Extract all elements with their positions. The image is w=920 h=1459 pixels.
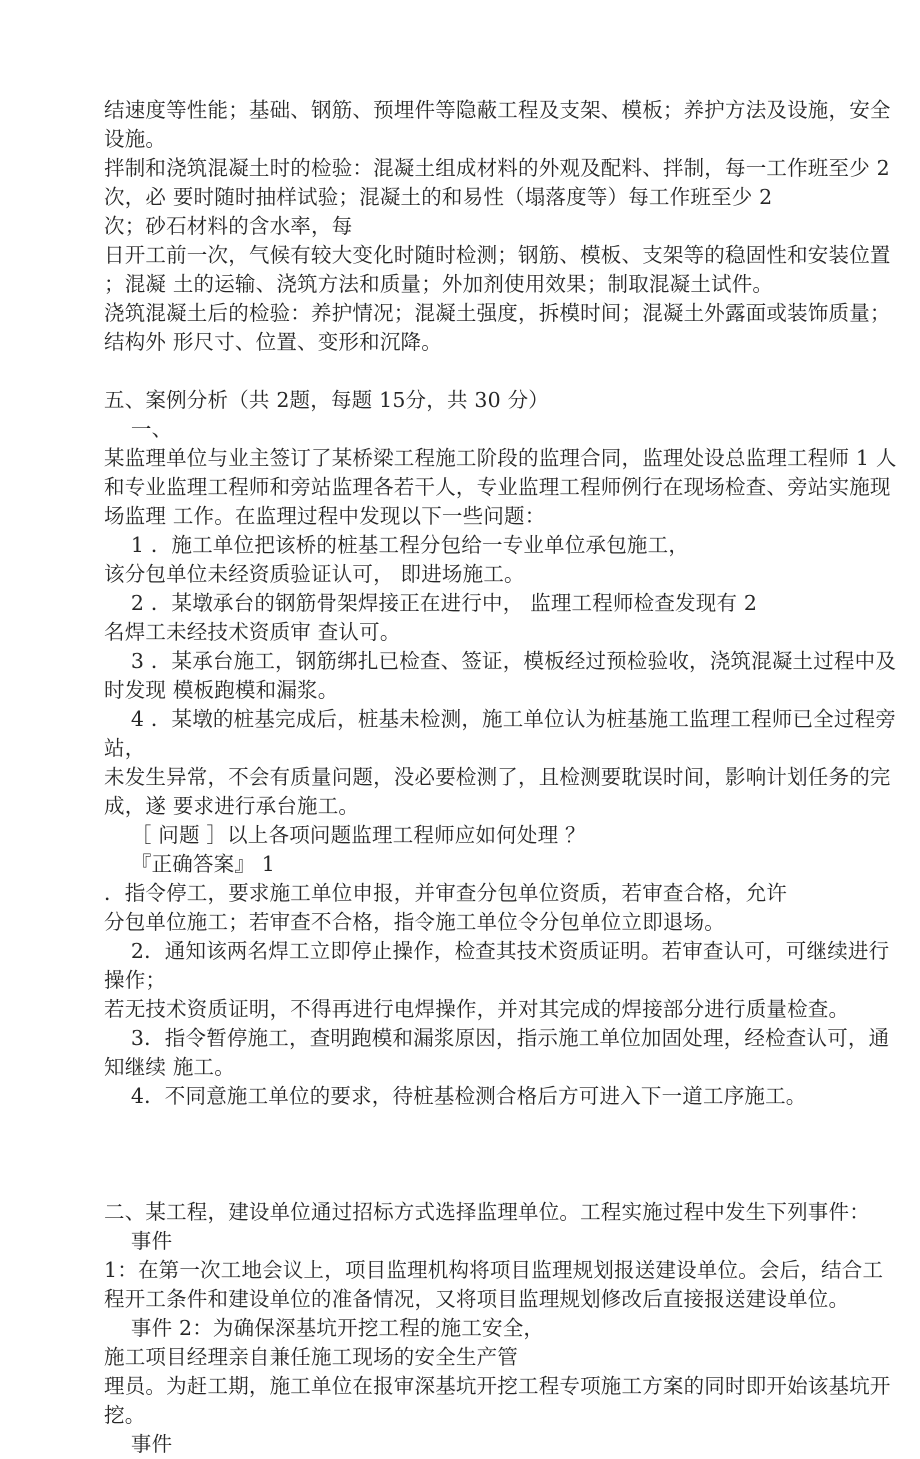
text-line: 该分包单位未经资质验证认可， 即进场施工。 <box>104 562 525 586</box>
text-line: 次；砂石材料的含水率，每 <box>104 214 353 238</box>
text-line: 设施。 <box>104 127 167 151</box>
text-line: 名焊工未经技术资质审 查认可。 <box>104 620 401 644</box>
text-line: 挖。 <box>104 1403 146 1427</box>
text-line: 操作； <box>104 968 167 992</box>
text-line: 施工项目经理亲自兼任施工现场的安全生产管 <box>104 1345 518 1369</box>
text-line: 1：在第一次工地会议上，项目监理机构将项目监理规划报送建设单位。会后，结合工 <box>104 1258 884 1282</box>
text-line: 理员。为赶工期，施工单位在报审深基坑开挖工程专项施工方案的同时即开始该基坑开 <box>104 1374 891 1398</box>
text-line: 事件 <box>104 1432 173 1456</box>
text-line: 3．指令暂停施工，查明跑模和漏浆原因，指示施工单位加固处理，经检查认可，通 <box>104 1026 890 1050</box>
text-line: ．指令停工，要求施工单位申报，并审查分包单位资质，若审查合格，允许 <box>104 881 788 905</box>
text-line: 4 ．某墩的桩基完成后，桩基未检测，施工单位认为桩基施工监理工程师已全过程旁 <box>104 707 897 731</box>
text-line: 日开工前一次，气候有较大变化时随时检测；钢筋、模板、支架等的稳固性和安装位置 <box>104 243 891 267</box>
text-line: 知继续 施工。 <box>104 1055 235 1079</box>
text-line: 五、案例分析（共 2题，每题 15分，共 30 分） <box>104 388 549 412</box>
text-line: 事件 <box>104 1229 173 1253</box>
text-line: 时发现 模板跑模和漏浆。 <box>104 678 339 702</box>
blank-line <box>104 1140 828 1169</box>
text-line: 未发生异常，不会有质量问题，没必要检测了，且检测要耽误时间，影响计划任务的完 <box>104 765 891 789</box>
text-line: 站， <box>104 736 146 760</box>
text-line: 结速度等性能；基础、钢筋、预埋件等隐蔽工程及支架、模板；养护方法及设施，安全 <box>104 98 891 122</box>
text-line: 成，遂 要求进行承台施工。 <box>104 794 360 818</box>
text-line: 4．不同意施工单位的要求，待桩基检测合格后方可进入下一道工序施工。 <box>104 1084 807 1108</box>
text-line: 事件 2：为确保深基坑开挖工程的施工安全， <box>104 1316 545 1340</box>
text-line: 程开工条件和建设单位的准备情况，又将项目监理规划修改后直接报送建设单位。 <box>104 1287 850 1311</box>
text-line: 和专业监理工程师和旁站监理各若干人，专业监理工程师例行在现场检查、旁站实施现 <box>104 475 891 499</box>
text-line: 1 ．施工单位把该桥的桩基工程分包给一专业单位承包施工， <box>104 533 690 557</box>
blank-line <box>104 357 828 386</box>
text-line: 二、某工程，建设单位通过招标方式选择监理单位。工程实施过程中发生下列事件： <box>104 1200 870 1224</box>
text-line: 分包单位施工；若审查不合格，指令施工单位令分包单位立即退场。 <box>104 910 725 934</box>
text-line: 2 ．某墩承台的钢筋骨架焊接正在进行中， 监理工程师检查发现有 2 <box>104 591 758 615</box>
document-text-body <box>104 96 897 1459</box>
text-line: 某监理单位与业主签订了某桥梁工程施工阶段的监理合同，监理处设总监理工程师 1 人 <box>104 446 897 470</box>
text-line: 若无技术资质证明，不得再进行电焊操作，并对其完成的焊接部分进行质量检查。 <box>104 997 850 1021</box>
text-line: 场监理 工作。在监理过程中发现以下一些问题： <box>104 504 546 528</box>
text-line: ；混凝 土的运输、浇筑方法和质量；外加剂使用效果；制取混凝土试件。 <box>104 272 774 296</box>
text-line: 拌制和浇筑混凝土时的检验：混凝土组成材料的外观及配料、拌制，每一工作班至少 2 <box>104 156 890 180</box>
text-line: 结构外 形尺寸、位置、变形和沉降。 <box>104 330 442 354</box>
text-line: 2．通知该两名焊工立即停止操作，检查其技术资质证明。若审查认可，可继续进行 <box>104 939 890 963</box>
text-line: 次，必 要时随时抽样试验；混凝土的和易性（塌落度等）每工作班至少 2 <box>104 185 773 209</box>
text-line: 浇筑混凝土后的检验：养护情况；混凝土强度，拆模时间；混凝土外露面或装饰质量； <box>104 301 891 325</box>
text-line: ［ 问题 ］以上各项问题监理工程师应如何处理 ？ <box>104 823 586 847</box>
text-line: 一、 <box>104 417 173 441</box>
blank-line <box>104 1111 828 1140</box>
text-line: 3 ．某承台施工，钢筋绑扎已检查、签证，模板经过预检验收，浇筑混凝土过程中及 <box>104 649 897 673</box>
text-line: 『正确答案』 1 <box>104 852 276 876</box>
blank-line <box>104 1169 828 1198</box>
